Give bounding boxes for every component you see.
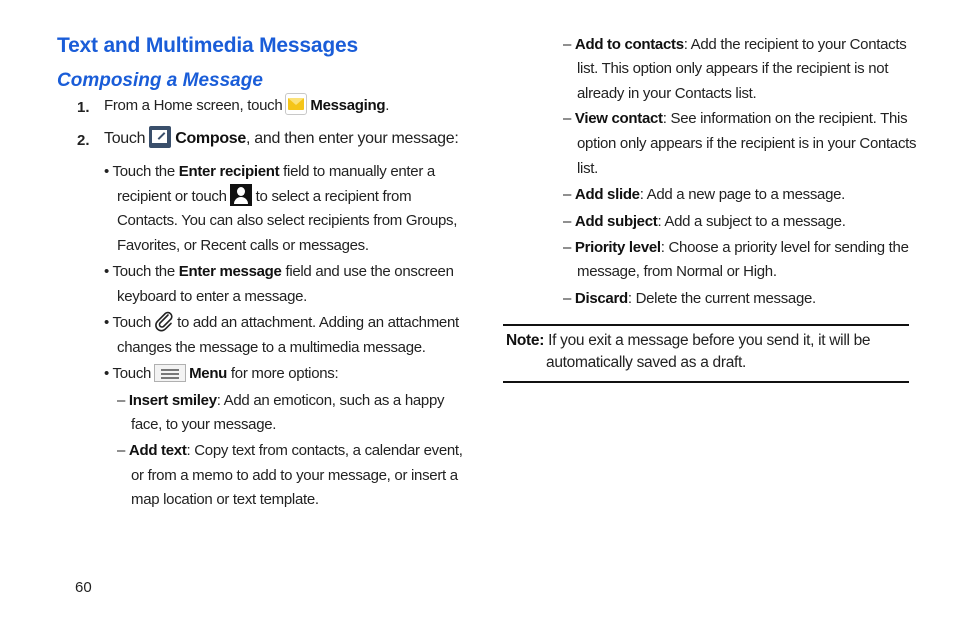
paperclip-icon (153, 310, 175, 332)
option-add-to-contacts: – Add to contacts: Add the recipient to your Contacts (563, 36, 907, 53)
step-number-2: 2. (77, 132, 90, 149)
bullet-attachment: • Touch to add an attachment. Adding an attachment (104, 311, 459, 336)
bullet-enter-message: • Touch the Enter message field and use the onscreen (104, 263, 454, 280)
option-add-text-line2: or from a memo to add to your message, or insert a (131, 467, 458, 484)
option-insert-smiley-line2: face, to your message. (131, 416, 277, 433)
note-text: Note: If you exit a message before you send it, it will be (506, 332, 871, 349)
menu-icon (154, 364, 186, 382)
bullet-menu: • Touch Menu for more options: (104, 365, 339, 382)
option-add-slide: – Add slide: Add a new page to a message. (563, 186, 846, 203)
bullet-enter-recipient-line3: Contacts. You can also select recipients from Groups, (117, 212, 458, 229)
page-number: 60 (75, 579, 92, 596)
option-view-contact: – View contact: See information on the recipient. This (563, 110, 908, 127)
step-2-text: Touch Compose, and then enter your message: (104, 127, 459, 152)
contact-icon (230, 184, 252, 206)
bullet-enter-message-line2: keyboard to enter a message. (117, 288, 308, 305)
compose-icon (149, 126, 171, 148)
note-text-line2: automatically saved as a draft. (546, 354, 747, 371)
option-priority-level-line2: message, from Normal or High. (577, 263, 777, 280)
option-view-contact-line3: list. (577, 160, 599, 177)
option-add-text-line3: map location or text template. (131, 491, 319, 508)
option-insert-smiley: – Insert smiley: Add an emoticon, such as a happy (117, 392, 445, 409)
bullet-enter-recipient-line2: recipient or touch to select a recipient from (117, 185, 411, 210)
option-view-contact-line2: option only appears if the recipient is in your Contacts (577, 135, 917, 152)
step-number-1: 1. (77, 99, 90, 116)
bullet-enter-recipient-line4: Favorites, or Recent calls or messages. (117, 237, 369, 254)
option-add-to-contacts-line2: list. This option only appears if the recipient is not (577, 60, 889, 77)
note-bottom-rule (503, 381, 909, 383)
option-add-subject: – Add subject: Add a subject to a message. (563, 213, 846, 230)
bullet-enter-recipient: • Touch the Enter recipient field to manually enter a (104, 163, 435, 180)
note-top-rule (503, 324, 909, 326)
option-discard: – Discard: Delete the current message. (563, 290, 816, 307)
page-title: Text and Multimedia Messages (57, 34, 358, 57)
bullet-attachment-line2: changes the message to a multimedia message. (117, 339, 426, 356)
option-priority-level: – Priority level: Choose a priority level for sending the (563, 239, 909, 256)
option-add-to-contacts-line3: already in your Contacts list. (577, 85, 757, 102)
section-subtitle: Composing a Message (57, 70, 263, 91)
messaging-icon (285, 93, 307, 115)
step-1-text: From a Home screen, touch Messaging. (104, 94, 389, 119)
option-add-text: – Add text: Copy text from contacts, a calendar event, (117, 442, 463, 459)
